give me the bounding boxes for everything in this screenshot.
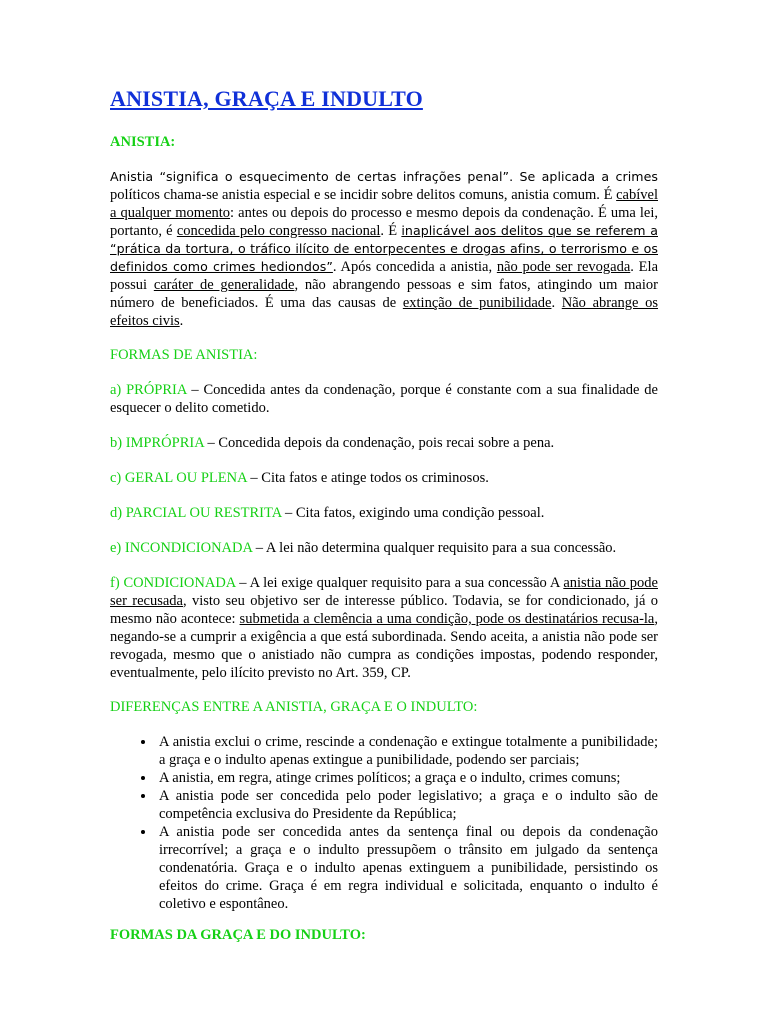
forma-c: c) GERAL OU PLENA – Cita fatos e atinge todos os criminosos. — [110, 470, 489, 486]
list-item: • A anistia exclui o crime, rescinde a condenação e extingue totalmente a punibilidade; a graça e o indulto apenas extingue a punibilidade, podendo ser parciais; — [156, 733, 658, 769]
list-item: • A anistia, em regra, atinge crimes políticos; a graça e o indulto, crimes comuns; — [156, 769, 658, 787]
list-item: • A anistia pode ser concedida antes da sentença final ou depois da condenação irrecorrível; a graça e o indulto pressupõem o trânsito em julgado da sentença condenatória. Graça e o indulto apenas extinguem a punibilidade, persistindo os efeitos do crime. Graça é em regra individual e solicitada, enquanto o indulto é coletivo e espontâneo. — [156, 823, 658, 913]
forma-a-label: a) PRÓPRIA — [110, 382, 187, 398]
forma-a: a) PRÓPRIA – Concedida antes da condenação, porque é constante com a sua finalidade de esquecer o delito cometido. — [110, 382, 658, 416]
underlined-generalidade: caráter de generalidade — [153, 277, 295, 293]
underlined-congresso: concedida pelo congresso nacional — [176, 223, 381, 239]
forma-e: e) INCONDICIONADA – A lei não determina qualquer requisito para a sua concessão. — [110, 540, 617, 556]
forma-f-label: f) CONDICIONADA — [110, 575, 236, 591]
list-item: • A anistia pode ser concedida pelo poder legislativo; a graça e o indulto são de competência exclusiva do Presidente da República; — [156, 787, 658, 823]
anistia-definition: Anistia “significa o esquecimento de certas infrações penal”. Se aplicada a crimes — [110, 169, 658, 184]
forma-f: f) CONDICIONADA – A lei exige qualquer requisito para a sua concessão A anistia não pode ser recusada, visto seu objetivo ser de interesse público. Todavia, se for condicionado, já o mesmo não acontece: submetida a clemência a uma condição, pode os destinatários recusa-la, negando-se a cumprir a exigência a que está subordinada. Sendo aceita, a anistia não pode ser revogada, mesmo que o anistiado não cumpra as condições impostas, podendo responder, eventualmente, pelo ilícito previsto no Art. 359, CP. — [110, 575, 658, 681]
forma-b-label: b) IMPRÓPRIA — [110, 435, 204, 451]
diferencas-heading: DIFERENÇAS ENTRE A ANISTIA, GRAÇA E O INDULTO: — [110, 699, 478, 715]
anistia-heading: ANISTIA: — [110, 134, 176, 150]
anistia-paragraph: Anistia “significa o esquecimento de certas infrações penal”. Se aplicada a crimes políticos chama-se anistia especial e se incidir sobre delitos comuns, anistia comum. É cabível a qualquer momento: antes ou depois do processo e mesmo depois da condenação. É uma lei, portanto, é concedida pelo congresso nacional. É inaplicável aos delitos que se referem a “prática da tortura, o tráfico ilícito de entorpecentes e drogas afins, o terrorismo e os definidos como crimes hediondos”. Após concedida a anistia, não pode ser revogada. Ela possui caráter de generalidade, não abrangendo pessoas e sim fatos, atingindo um maior número de beneficiados. É uma das causas de extinção de punibilidade. Não abrange os efeitos civis. — [110, 169, 659, 329]
forma-d-label: d) PARCIAL OU RESTRITA — [110, 505, 282, 521]
underlined-extincao: extinção de punibilidade — [402, 295, 552, 311]
forma-c-label: c) GERAL OU PLENA — [110, 470, 247, 486]
formas-heading: FORMAS DE ANISTIA: — [110, 347, 258, 363]
underlined-clemencia: submetida a clemência a uma condição, pode os destinatários recusa-la — [239, 611, 655, 627]
forma-d: d) PARCIAL OU RESTRITA – Cita fatos, exigindo uma condição pessoal. — [110, 505, 545, 521]
underlined-efeitos-civis: Não abrange os efeitos civis — [110, 295, 659, 329]
underlined-cabivel: cabível a qualquer momento — [110, 187, 658, 221]
forma-e-label: e) INCONDICIONADA — [110, 540, 253, 556]
formas-graca-heading: FORMAS DA GRAÇA E DO INDULTO: — [110, 927, 366, 943]
underlined-inaplicavel: inaplicável aos delitos que se referem a “prática da tortura, o tráfico ilícito de entorpecentes e drogas afins, o terrorismo e os definidos como crimes hediondos” — [110, 223, 658, 274]
underlined-nao-revogada: não pode ser revogada — [496, 259, 631, 275]
diferencas-list — [110, 733, 658, 913]
underlined-nao-recusada: anistia não pode ser recusada — [110, 575, 658, 609]
page-title: ANISTIA, GRAÇA E INDULTO — [110, 86, 423, 111]
forma-b: b) IMPRÓPRIA – Concedida depois da condenação, pois recai sobre a pena. — [110, 435, 555, 451]
